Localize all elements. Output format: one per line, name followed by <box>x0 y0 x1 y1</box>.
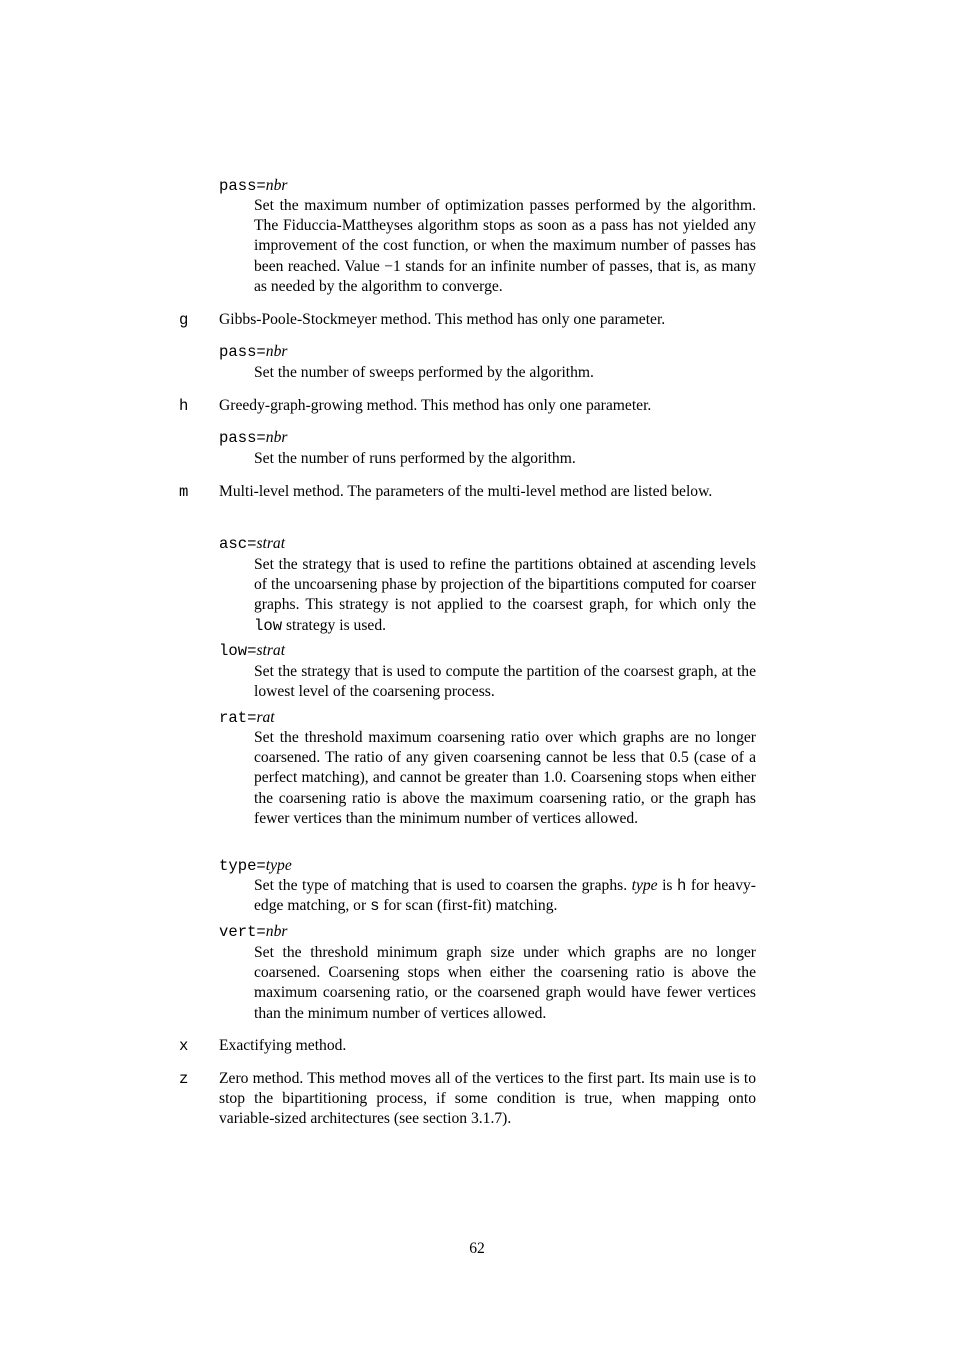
param-variable: nbr <box>265 343 288 360</box>
method-z-description: Zero method. This method moves all of the vertices to the first part. Its main use is to stop the bipartitioning process, if some condition is true, when mapping onto variable-sized architectures (see section 3.1.7). <box>219 1070 756 1128</box>
method-x-description: Exactifying method. <box>219 1037 347 1054</box>
param-pass-label <box>219 176 287 196</box>
param-variable: strat <box>256 642 286 659</box>
param-low-label <box>219 641 285 661</box>
param-name: pass= <box>219 429 266 447</box>
page-number: 62 <box>469 1240 485 1257</box>
method-key-m: m <box>179 483 189 501</box>
param-pass-label <box>219 342 287 362</box>
method-key-g: g <box>179 311 189 329</box>
param-variable: nbr <box>265 429 288 446</box>
param-name: pass= <box>219 343 266 361</box>
text-italic: type <box>631 877 658 894</box>
param-pass-description: Set the number of sweeps performed by the algorithm. <box>254 364 594 381</box>
method-key-z: z <box>179 1070 189 1088</box>
method-m-description: Multi-level method. The parameters of the multi-level method are listed below. <box>219 483 713 500</box>
inline-code: s <box>370 897 380 916</box>
param-asc-description <box>254 555 756 636</box>
param-name: low= <box>219 642 257 660</box>
param-vert-label <box>219 922 287 942</box>
method-key-x: x <box>179 1037 189 1055</box>
param-name: pass= <box>219 177 266 195</box>
param-variable: strat <box>256 535 286 552</box>
param-vert-description: Set the threshold minimum graph size under which graphs are no longer coarsened. Coarsening stops when either the coarsening ratio is above the maximum coarsening ratio, or the coarsened graph would have fewer vertices than the minimum number of vertices allowed. <box>254 944 756 1022</box>
param-variable: type <box>265 857 292 874</box>
param-pass-description: Set the maximum number of optimization passes performed by the algorithm. The Fiduccia-Mattheyses algorithm stops as soon as a pass has not yielded any improvement of the cost function, or when the maximum number of passes has been reached. Value −1 stands for an infinite number of passes, that is, as many as needed by the algorithm to converge. <box>254 197 756 295</box>
text-segment: for scan (first-fit) matching. <box>379 897 558 915</box>
method-key-h: h <box>179 397 189 415</box>
inline-code: low <box>254 616 283 635</box>
param-asc-label <box>219 534 285 554</box>
text-segment: for heavy-edge matching, or <box>254 877 757 915</box>
text-segment: Set the strategy that is used to refine the partitions obtained at ascending levels of the uncoarsening phase by projection of the bipartitions computed for coarser graphs. This strategy is not applied to the coarsest graph, for which only the <box>254 556 756 614</box>
param-variable: nbr <box>265 923 288 940</box>
text-segment: Set the type of matching that is used to coarsen the graphs. <box>254 877 632 894</box>
text-segment: strategy is used. <box>282 616 387 634</box>
param-name: type= <box>219 857 266 875</box>
param-variable: rat <box>256 709 275 726</box>
param-name: asc= <box>219 535 257 553</box>
inline-code: h <box>677 877 687 895</box>
param-name: rat= <box>219 709 257 727</box>
param-name: vert= <box>219 923 266 941</box>
param-type-label <box>219 856 292 876</box>
method-h-description: Greedy-graph-growing method. This method has only one parameter. <box>219 397 652 414</box>
method-g-description: Gibbs-Poole-Stockmeyer method. This method has only one parameter. <box>219 311 666 328</box>
param-rat-description: Set the threshold maximum coarsening ratio over which graphs are no longer coarsened. The ratio of any given coarsening cannot be less that 0.5 (case of a perfect matching), and cannot be greater than 1.0. Coarsening stops when either the coarsening ratio is above the maximum coarsening ratio, or the graph has fewer vertices than the minimum number of vertices allowed. <box>254 729 756 827</box>
param-pass-description: Set the number of runs performed by the algorithm. <box>254 450 576 467</box>
param-pass-label <box>219 428 287 448</box>
param-variable: nbr <box>265 177 288 194</box>
param-rat-label <box>219 708 275 728</box>
param-low-description: Set the strategy that is used to compute the partition of the coarsest graph, at the lowest level of the coarsening process. <box>254 663 756 701</box>
text-segment: is <box>657 877 678 894</box>
param-type-description <box>254 876 756 916</box>
